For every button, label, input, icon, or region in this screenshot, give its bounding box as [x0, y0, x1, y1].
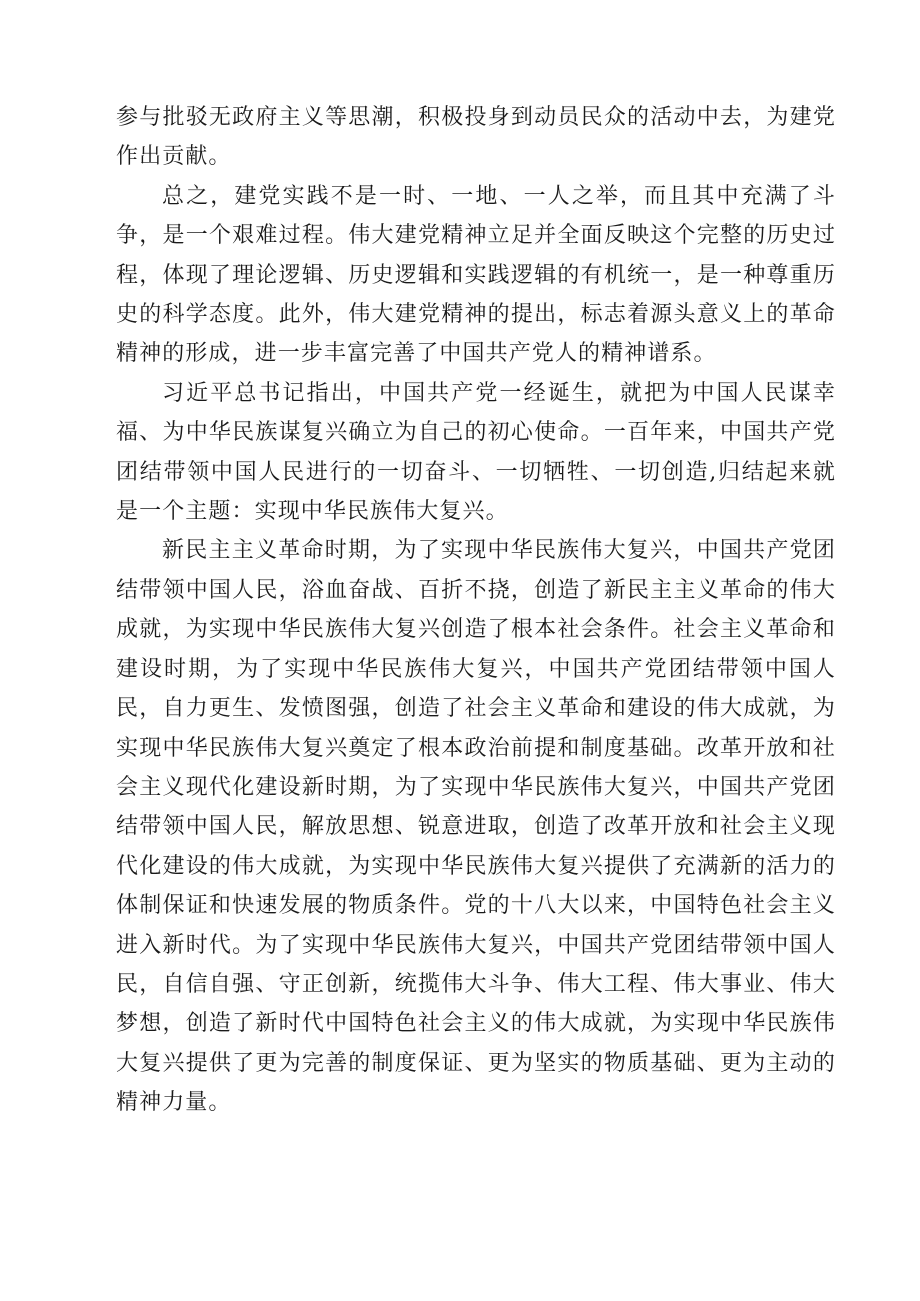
- paragraph-continuation: 参与批驳无政府主义等思潮，积极投身到动员民众的活动中去，为建党作出贡献。: [116, 105, 836, 170]
- paragraph-founding-mission: 习近平总书记指出，中国共产党一经诞生，就把为中国人民谋幸福、为中华民族谋复兴确立为自己的初心使命。一百年来，中国共产党团结带领中国人民进行的一切奋斗、一切牺牲、一切创造,归结起来就是一个主题：实现中华民族伟大复兴。: [116, 380, 836, 525]
- paragraph-historical-periods: 新民主主义革命时期，为了实现中华民族伟大复兴，中国共产党团结带领中国人民，浴血奋战、百折不挠，创造了新民主主义革命的伟大成就，为实现中华民族伟大复兴创造了根本社会条件。社会主义革命和建设时期，为了实现中华民族伟大复兴，中国共产党团结带领中国人民，自力更生、发愤图强，创造了社会主义革命和建设的伟大成就，为实现中华民族伟大复兴奠定了根本政治前提和制度基础。改革开放和社会主义现代化建设新时期，为了实现中华民族伟大复兴，中国共产党团结带领中国人民，解放思想、锐意进取，创造了改革开放和社会主义现代化建设的伟大成就，为实现中华民族伟大复兴提供了充满新的活力的体制保证和快速发展的物质条件。党的十八大以来，中国特色社会主义进入新时代。为了实现中华民族伟大复兴，中国共产党团结带领中国人民，自信自强、守正创新，统揽伟大斗争、伟大工程、伟大事业、伟大梦想，创造了新时代中国特色社会主义的伟大成就，为实现中华民族伟大复兴提供了更为完善的制度保证、更为坚实的物质基础、更为主动的精神力量。: [116, 538, 836, 1116]
- document-page: [116, 98, 836, 1123]
- paragraph-summary: 总之，建党实践不是一时、一地、一人之举，而且其中充满了斗争，是一个艰难过程。伟大建党精神立足并全面反映这个完整的历史过程，体现了理论逻辑、历史逻辑和实践逻辑的有机统一，是一种尊重历史的科学态度。此外，伟大建党精神的提出，标志着源头意义上的革命精神的形成，进一步丰富完善了中国共产党人的精神谱系。: [116, 183, 836, 367]
